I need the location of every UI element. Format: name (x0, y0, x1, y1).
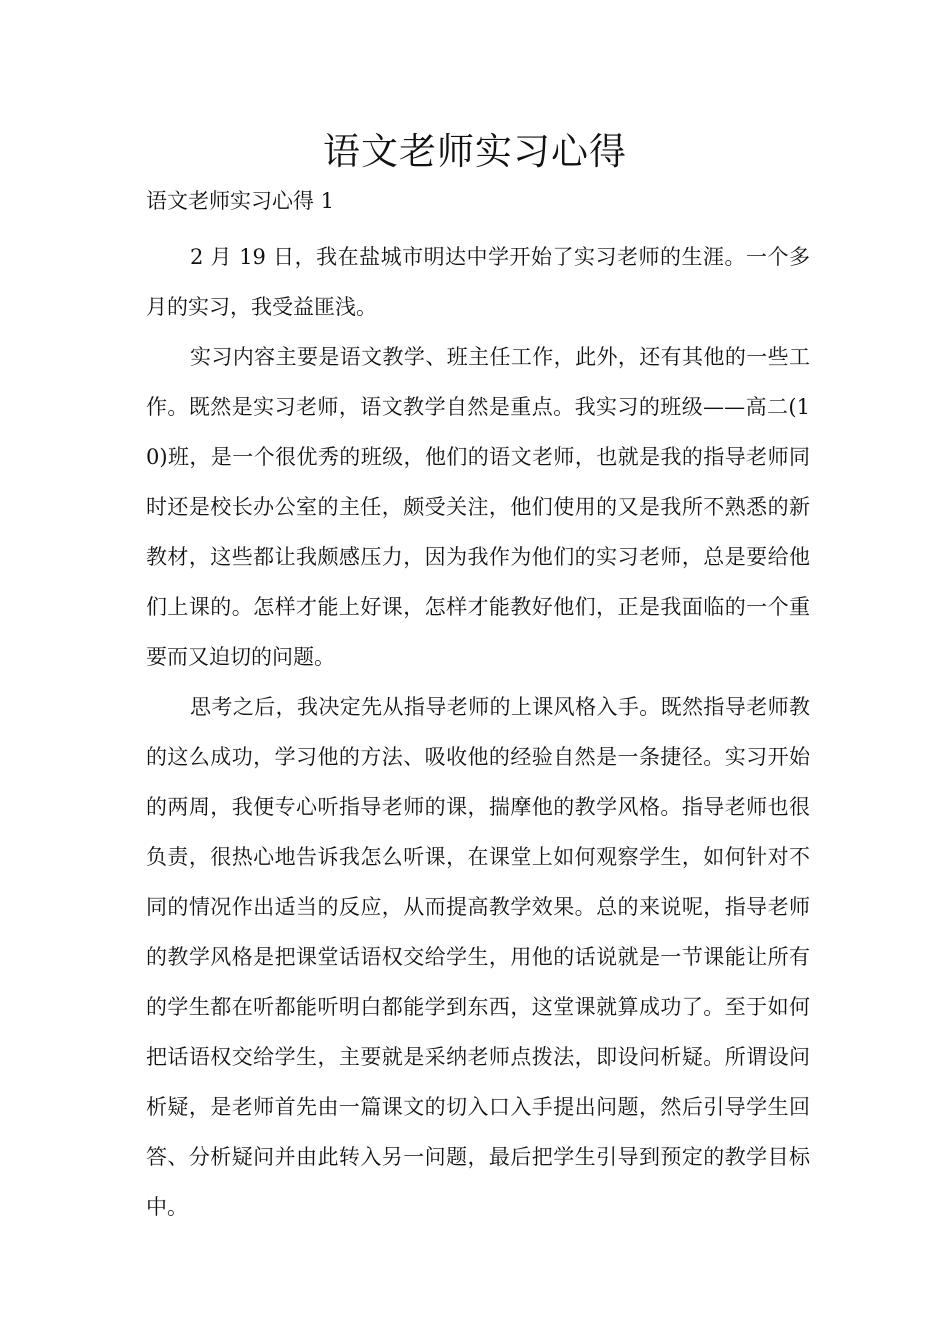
section-heading: 语文老师实习心得 1 (146, 189, 335, 213)
document-body (146, 232, 810, 1232)
paragraph-3: 思考之后，我决定先从指导老师的上课风格入手。既然指导老师教的这么成功，学习他的方法、吸收他的经验自然是一条捷径。实习开始的两周，我便专心听指导老师的课，揣摩他的教学风格。指导老师也很负责，很热心地告诉我怎么听课，在课堂上如何观察学生，如何针对不同的情况作出适当的反应，从而提高教学效果。总的来说呢，指导老师的教学风格是把课堂话语权交给学生，用他的话说就是一节课能让所有的学生都在听都能听明白都能学到东西，这堂课就算成功了。至于如何把话语权交给学生，主要就是采纳老师点拨法，即设问析疑。所谓设问析疑，是老师首先由一篇课文的切入口入手提出问题，然后引导学生回答、分析疑问并由此转入另一问题，最后把学生引导到预定的教学目标中。 (146, 695, 810, 1219)
paragraph-2: 实习内容主要是语文教学、班主任工作，此外，还有其他的一些工作。既然是实习老师，语文教学自然是重点。我实习的班级——高二(10)班，是一个很优秀的班级，他们的语文老师，也就是我的指导老师同时还是校长办公室的主任，颇受关注，他们使用的又是我所不熟悉的新教材，这些都让我颇感压力，因为我作为他们的实习老师，总是要给他们上课的。怎样才能上好课，怎样才能教好他们，正是我面临的一个重要而又迫切的问题。 (146, 345, 810, 669)
document-title: 语文老师实习心得 (323, 130, 627, 173)
paragraph-1: 2 月 19 日，我在盐城市明达中学开始了实习老师的生涯。一个多月的实习，我受益匪浅。 (146, 245, 810, 319)
